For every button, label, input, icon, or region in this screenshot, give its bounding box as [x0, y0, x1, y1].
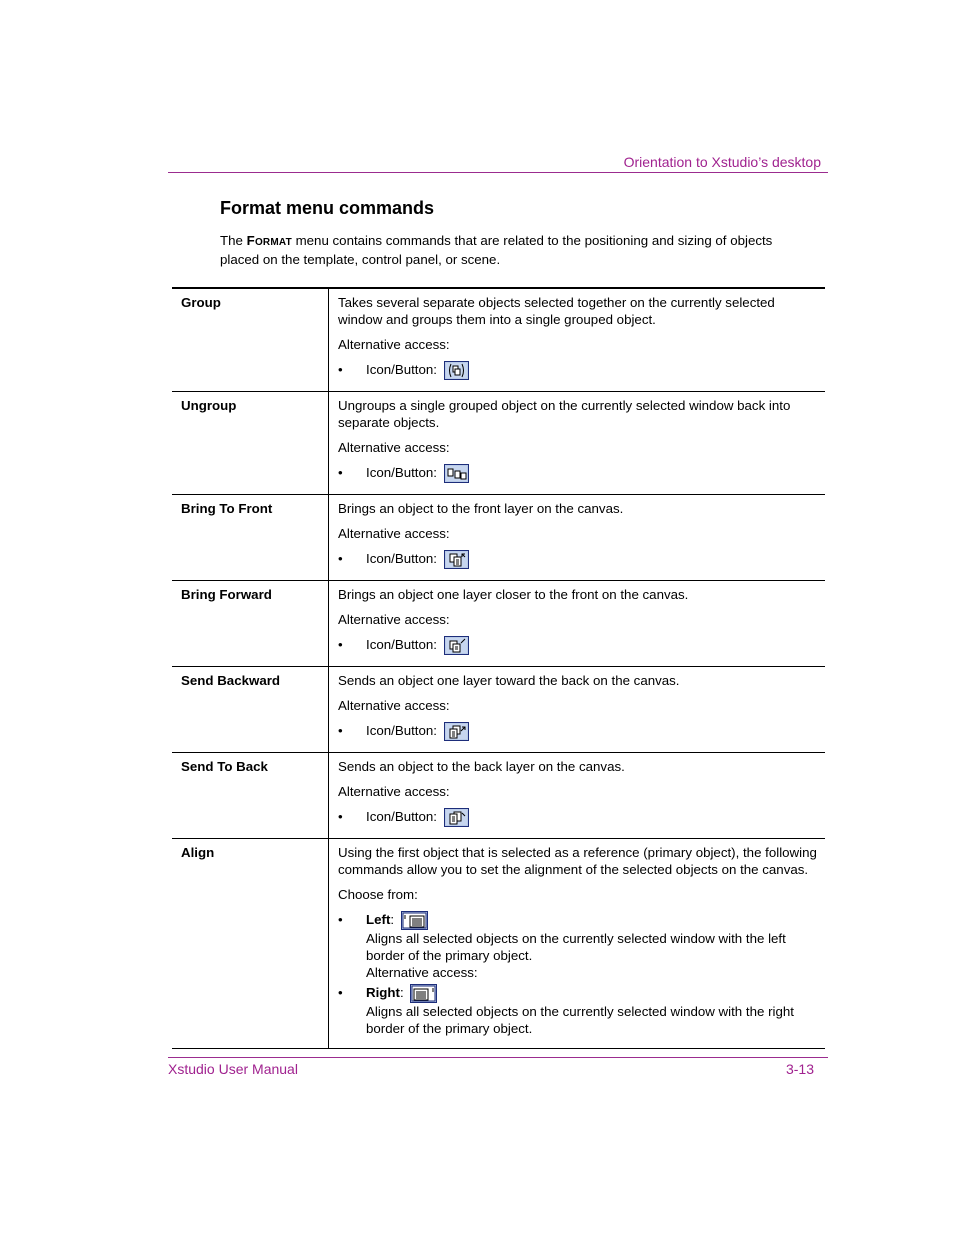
running-header — [168, 152, 828, 173]
footer-manual-title: Xstudio User Manual — [168, 1061, 298, 1077]
format-commands-table — [172, 287, 825, 1049]
list-item — [338, 722, 817, 741]
alt-access-label: Alternative access: — [338, 698, 450, 713]
command-description: Takes several separate objects selected together on the currently selected window and groups them into a single grouped object. — [338, 295, 775, 327]
alt-access-list — [338, 361, 817, 380]
alt-access-label: Alternative access: — [338, 440, 450, 455]
table-row-ungroup — [172, 392, 825, 495]
ungroup-icon — [444, 464, 469, 483]
group-icon — [444, 361, 469, 380]
send-backward-icon — [444, 722, 469, 741]
icon-button-label: Icon/Button: — [366, 551, 437, 567]
intro-prefix: The — [220, 233, 243, 248]
alt-access-list — [338, 808, 817, 827]
command-name: Send To Back — [172, 753, 329, 839]
list-item — [338, 550, 817, 569]
alt-access-list — [338, 550, 817, 569]
command-description-cell — [329, 495, 826, 581]
command-name: Group — [172, 288, 329, 392]
table-row-send-backward — [172, 667, 825, 753]
alt-access-label: Alternative access: — [366, 965, 478, 980]
icon-button-label: Icon/Button: — [366, 809, 437, 825]
align-left-text: Aligns all selected objects on the currently selected window with the left border of the primary object. — [366, 931, 786, 963]
command-description: Using the first object that is selected as a reference (primary object), the following commands allow you to set the alignment of the selected objects on the canvas. — [338, 845, 817, 877]
icon-button-label: Icon/Button: — [366, 723, 437, 739]
command-description-cell — [329, 753, 826, 839]
menu-name-initial: F — [246, 233, 255, 248]
command-description-cell — [329, 288, 826, 392]
list-item-align-right: • Right: Aligns all selected objects on the currently selected window with the right border of the primary object. — [338, 984, 817, 1037]
table-row-send-to-back — [172, 753, 825, 839]
command-name: Bring To Front — [172, 495, 329, 581]
menu-name-rest: ORMAT — [254, 237, 292, 248]
align-right-label: Right — [366, 985, 400, 1001]
list-item — [338, 808, 817, 827]
page-footer — [168, 1057, 828, 1077]
table-row-bring-to-front — [172, 495, 825, 581]
command-name: Bring Forward — [172, 581, 329, 667]
align-options-list — [338, 911, 817, 1037]
page-title: Format menu commands — [220, 198, 435, 218]
alt-access-label: Alternative access: — [338, 337, 450, 352]
send-to-back-icon — [444, 808, 469, 827]
bring-to-front-icon — [444, 550, 469, 569]
command-description-cell — [329, 839, 826, 1049]
footer-page-number: 3-13 — [785, 1061, 814, 1077]
command-name: Send Backward — [172, 667, 329, 753]
icon-button-label: Icon/Button: — [366, 465, 437, 481]
command-name: Align — [172, 839, 329, 1049]
alt-access-list — [338, 464, 817, 483]
command-description-cell — [329, 581, 826, 667]
command-description: Brings an object one layer closer to the front on the canvas. — [338, 587, 689, 602]
alt-access-list — [338, 636, 817, 655]
choose-from-label: Choose from: — [338, 887, 418, 902]
command-name: Ungroup — [172, 392, 329, 495]
command-description: Sends an object one layer toward the back on the canvas. — [338, 673, 680, 688]
command-description: Brings an object to the front layer on the canvas. — [338, 501, 624, 516]
align-left-icon — [401, 911, 428, 930]
alt-access-label: Alternative access: — [338, 784, 450, 799]
alt-access-label: Alternative access: — [338, 526, 450, 541]
table-row-group — [172, 288, 825, 392]
intro-text: menu contains commands that are related to the positioning and sizing of objects placed on the template, control panel, or scene. — [220, 233, 773, 267]
alt-access-label: Alternative access: — [338, 612, 450, 627]
command-description-cell — [329, 667, 826, 753]
intro-paragraph — [220, 232, 780, 268]
align-right-text: Aligns all selected objects on the currently selected window with the right border of the primary object. — [366, 1004, 794, 1036]
align-right-icon — [410, 984, 437, 1003]
list-item — [338, 636, 817, 655]
format-menu-name — [247, 233, 292, 248]
alt-access-list — [338, 722, 817, 741]
table-row-align — [172, 839, 825, 1049]
list-item-align-left: • Left: Aligns all selected objects on the currently selected window with the left border of the primary object. Alternative access: — [338, 911, 817, 981]
command-description-cell — [329, 392, 826, 495]
table-row-bring-forward — [172, 581, 825, 667]
icon-button-label: Icon/Button: — [366, 362, 437, 378]
list-item — [338, 464, 817, 483]
command-description: Ungroups a single grouped object on the currently selected window back into separate objects. — [338, 398, 791, 430]
icon-button-label: Icon/Button: — [366, 637, 437, 653]
list-item — [338, 361, 817, 380]
command-description: Sends an object to the back layer on the canvas. — [338, 759, 625, 774]
header-section-title: Orientation to Xstudio’s desktop — [623, 154, 821, 170]
bring-forward-icon — [444, 636, 469, 655]
align-left-label: Left — [366, 912, 391, 928]
